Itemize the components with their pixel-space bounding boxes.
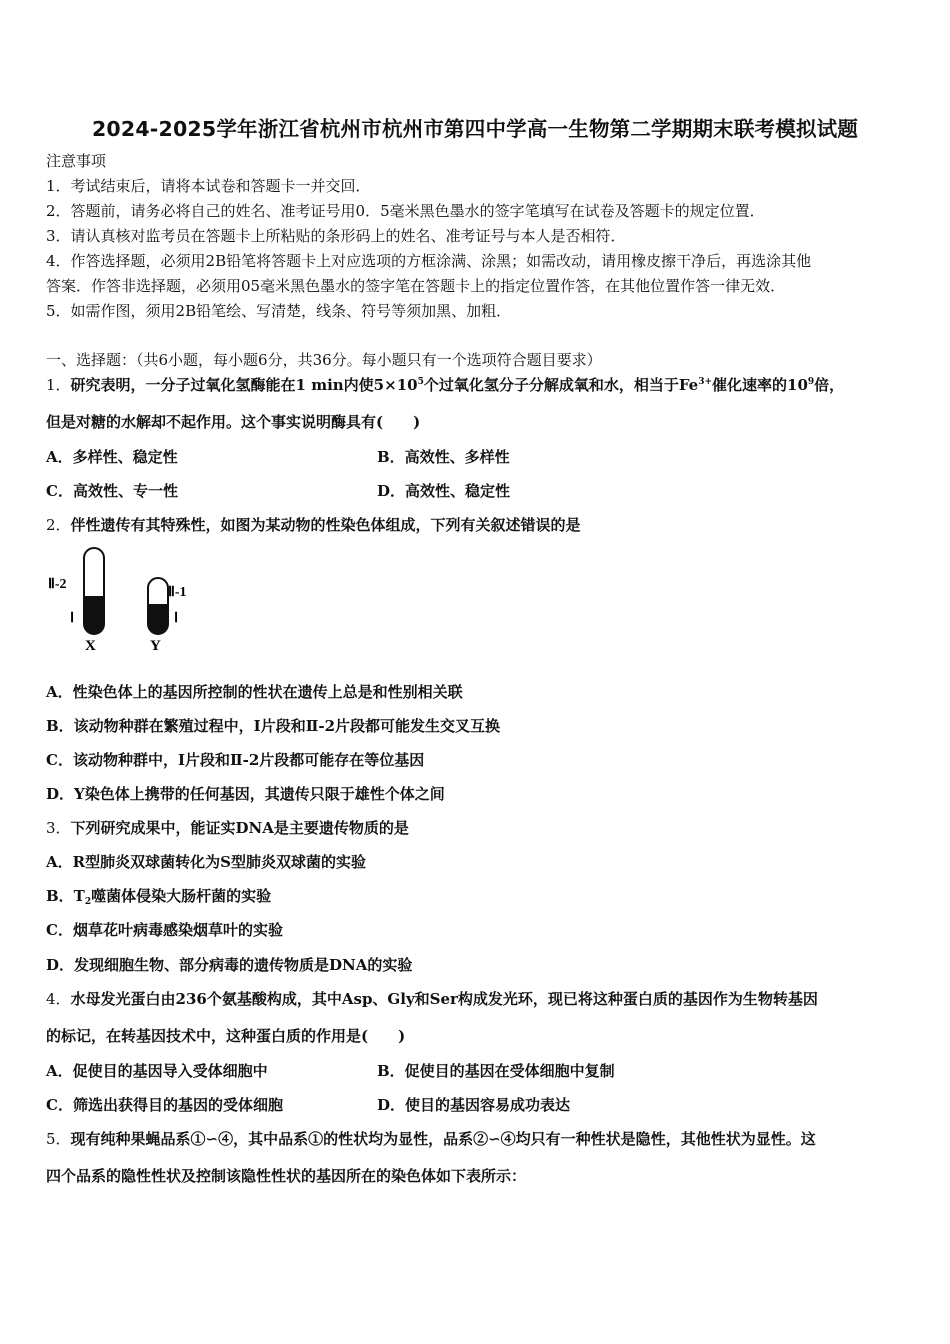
option-a: A．R型肺炎双球菌转化为S型肺炎双球菌的实验 [46,853,366,871]
notice-item: 5．如需作图，须用2B铅笔绘、写清楚，线条、符号等须加黑、加粗． [46,302,512,320]
x-segment-ii2-label: Ⅱ-2 [48,577,67,592]
option-a: A．多样性、稳定性 [46,448,178,466]
sex-chromosome-figure [46,546,216,656]
y-chromosome-segment-i [148,604,168,634]
notice-item: 3．请认真核对监考员在答题卡上所粘贴的条形码上的姓名、准考证号与本人是否相符． [46,227,626,245]
question-number: 3． [46,819,71,837]
x-chromosome-segment-i [84,596,104,634]
question-1-stem-line2: 但是对糖的水解却不起作用。这个事实说明酶具有( ) [46,413,421,431]
option-c: C．该动物种群中，Ⅰ片段和Ⅱ-2片段都可能存在等位基因 [46,751,425,769]
question-5-stem-line2: 四个品系的隐性性状及控制该隐性性状的基因所在的染色体如下表所示： [46,1167,527,1185]
question-4-stem-line2: 的标记，在转基因技术中，这种蛋白质的作用是( ) [46,1027,406,1045]
notice-item: 1．考试结束后，请将本试卷和答题卡一并交回． [46,177,371,195]
notice-heading: 注意事项 [46,152,107,170]
y-chromosome-label: Y [150,638,161,654]
option-d: D．高效性、稳定性 [377,482,511,500]
question-number: 2． [46,516,71,534]
question-number: 4． [46,990,71,1008]
notice-item: 4．作答选择题，必须用2B铅笔将答题卡上对应选项的方框涂满、涂黑；如需改动，请用橡皮擦干净后，再选涂其他 [46,252,812,270]
question-1-stem: 1．研究表明，一分子过氧化氢酶能在1 min内使$5\times 10^5$个过氧化氢分子分解成氧和水，相当于$Fe^{3+}$催化速率的$10^9$倍， [46,376,845,394]
question-4-stem: 4．水母发光蛋白由236个氨基酸构成，其中Asp、Gly和Ser构成发光环，现已将这种蛋白质的基因作为生物转基因 [46,990,818,1008]
question-5-stem: 5．现有纯种果蝇品系①∽④，其中品系①的性状均为显性，品系②∽④均只有一种性状是隐性，其他性状为显性。这 [46,1130,816,1148]
x-chromosome-label: X [85,638,96,654]
x-segment-i-label: Ⅰ [70,611,75,626]
option-b: B．该动物种群在繁殖过程中，Ⅰ片段和Ⅱ-2片段都可能发生交叉互换 [46,717,501,735]
option-d: D．使目的基因容易成功表达 [377,1096,571,1114]
question-number: 5． [46,1130,71,1148]
notice-item: 2．答题前，请务必将自己的姓名、准考证号用0．5毫米黑色墨水的签字笔填写在试卷及答题卡的规定位置． [46,202,765,220]
option-a: A．促使目的基因导入受体细胞中 [46,1062,268,1080]
question-2-stem: 2．伴性遗传有其特殊性，如图为某动物的性染色体组成，下列有关叙述错误的是 [46,516,581,534]
option-c: C．烟草花叶病毒感染烟草叶的实验 [46,921,283,939]
option-a: A．性染色体上的基因所控制的性状在遗传上总是和性别相关联 [46,683,463,701]
option-c: C．筛选出获得目的基因的受体细胞 [46,1096,283,1114]
question-number: 1． [46,376,71,394]
y-segment-ii1-label: Ⅱ-1 [168,585,187,600]
option-b: B．促使目的基因在受体细胞中复制 [377,1062,615,1080]
section-heading: 一、选择题：（共6小题，每小题6分，共36分。每小题只有一个选项符合题目要求） [46,351,602,369]
notice-item: 答案．作答非选择题，必须用05毫米黑色墨水的签字笔在答题卡上的指定位置作答，在其他位置作答一律无效． [46,277,786,295]
option-b: B．高效性、多样性 [377,448,510,466]
option-c: C．高效性、专一性 [46,482,178,500]
option-d: D．发现细胞生物、部分病毒的遗传物质是DNA的实验 [46,956,413,974]
question-3-stem: 3．下列研究成果中，能证实DNA是主要遗传物质的是 [46,819,409,837]
option-d: D．Y染色体上携带的任何基因，其遗传只限于雄性个体之间 [46,785,445,803]
option-b: B．$T_2$噬菌体侵染大肠杆菌的实验 [46,887,272,907]
page-title: 2024-2025学年浙江省杭州市杭州市第四中学高一生物第二学期期末联考模拟试题 [91,117,859,141]
y-segment-i-label: Ⅰ [174,611,179,626]
